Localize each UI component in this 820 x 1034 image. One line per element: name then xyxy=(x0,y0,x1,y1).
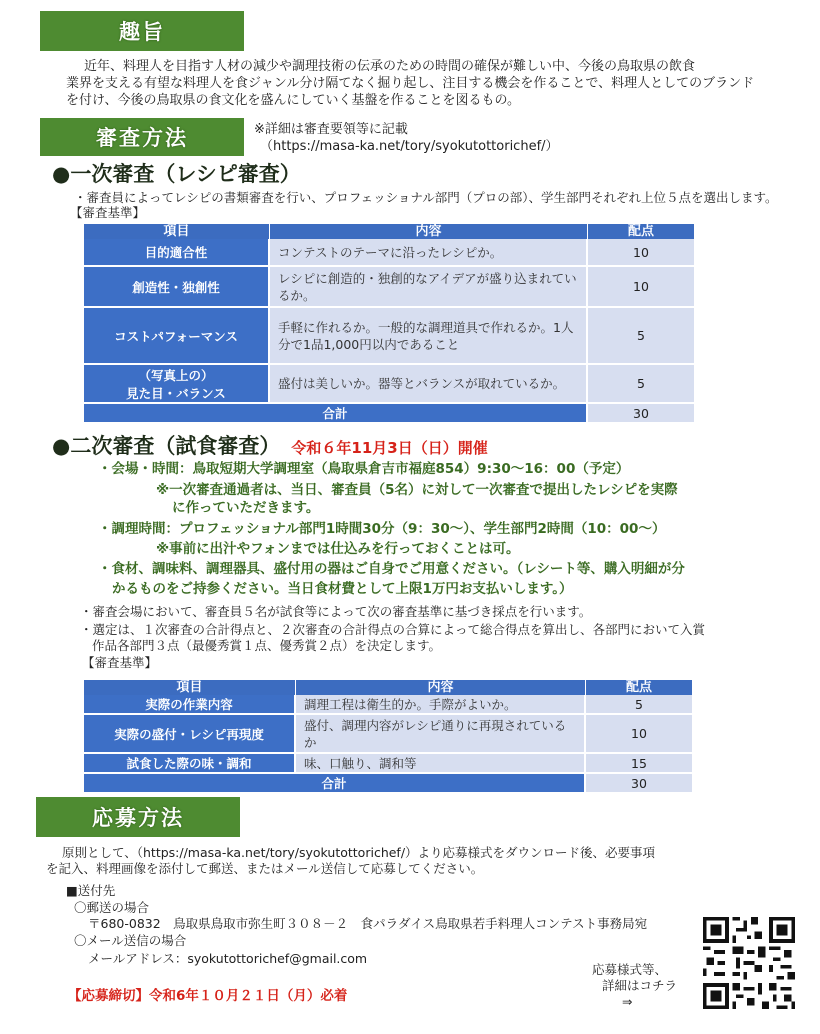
apply-heading-text: 応募方法 xyxy=(92,806,184,830)
first-review-desc: ・審査員によってレシピの書類審査を行い、プロフェッショナル部門（プロの部）、学生部門それぞれ上位５点を選出します。 xyxy=(74,190,778,205)
header-item: 項目 xyxy=(84,680,296,695)
email-address: メールアドレス：syokutottorichef@gmail.com xyxy=(88,951,368,966)
apply-line: を記入、料理画像を添付して郵送、またはメール送信して応募してください。 xyxy=(46,861,484,876)
row-item-line: 見た目・バランス xyxy=(126,385,226,401)
row-score: 10 xyxy=(586,715,692,754)
row-content: 手軽に作れるか。一般的な調理道具で作れるか。1人分で1品1,000円以内であること xyxy=(270,308,588,365)
table-row xyxy=(84,239,694,267)
purpose-heading xyxy=(40,11,244,51)
header-item: 項目 xyxy=(84,224,270,239)
second-venue-note: に作っていただきます。 xyxy=(172,500,320,516)
purpose-body xyxy=(66,58,786,109)
table-header-row xyxy=(84,224,694,239)
table-total-row xyxy=(84,404,694,422)
table-row xyxy=(84,695,692,715)
purpose-heading-text: 趣旨 xyxy=(119,20,165,44)
review-heading xyxy=(40,118,244,156)
table-header-row xyxy=(84,680,692,695)
second-bullet: ・審査会場において、審査員５名が試食等によって次の審査基準に基づき採点を行います。 xyxy=(80,604,592,619)
apply-heading xyxy=(36,797,240,837)
apply-body xyxy=(46,845,766,877)
review-note-url: （https://masa-ka.net/tory/syokutottorichef/） xyxy=(260,139,559,154)
table-row xyxy=(84,308,694,365)
purpose-line: 業界を支える有望な料理人を食ジャンル分け隔てなく掘り起し、注目する機会を作ることで、料理人としてのブランド xyxy=(66,76,755,91)
purpose-line: を付け、今後の鳥取県の食文化を盛んにしていく基盤を作ることを図るもの。 xyxy=(66,93,520,108)
row-item xyxy=(84,365,270,404)
row-content: 盛付は美しいか。器等とバランスが取れているか。 xyxy=(270,365,588,404)
row-content: コンテストのテーマに沿ったレシピか。 xyxy=(270,239,588,267)
second-bullet: 作品各部門３点（最優秀賞１点、優秀賞２点）を決定します。 xyxy=(92,638,442,653)
second-review-date: 令和６年11月3日（日）開催 xyxy=(291,439,488,457)
row-score: 15 xyxy=(586,754,692,774)
row-content: 盛付、調理内容がレシピ通りに再現されているか xyxy=(296,715,586,754)
second-criteria-label: 【審査基準】 xyxy=(82,655,158,670)
row-content: 調理工程は衛生的か。手際がよいか。 xyxy=(296,695,586,715)
table-row xyxy=(84,365,694,404)
first-criteria-label: 【審査基準】 xyxy=(70,205,146,220)
first-review-title: ●一次審査（レシピ審査） xyxy=(52,162,301,186)
header-content: 内容 xyxy=(296,680,586,695)
row-content: レシピに創造的・独創的なアイデアが盛り込まれているか。 xyxy=(270,267,588,308)
mail-address: 〒680-0832 鳥取県鳥取市弥生町３０８－２ 食パラダイス鳥取県若手料理人コンテスト事務局宛 xyxy=(88,916,648,931)
row-item: 実際の作業内容 xyxy=(84,695,296,715)
second-cook-time-note: ※事前に出汁やフォンまでは仕込みを行っておくことは可。 xyxy=(156,541,520,557)
purpose-line: 近年、料理人を目指す人材の減少や調理技術の伝承のための時間の確保が難しい中、今後の鳥取県の飲食 xyxy=(84,59,696,74)
row-content: 味、口触り、調和等 xyxy=(296,754,586,774)
table-total-row xyxy=(84,774,692,792)
row-item: 創造性・独創性 xyxy=(84,267,270,308)
second-review-heading xyxy=(52,430,488,460)
row-item-line: （写真上の） xyxy=(138,367,214,383)
second-venue-note: ※一次審査通過者は、当日、審査員（5名）に対して一次審査で提出したレシピを実際 xyxy=(156,482,678,498)
header-content: 内容 xyxy=(270,224,588,239)
review-note xyxy=(254,121,654,155)
table-row xyxy=(84,754,692,774)
second-cook-time: ・調理時間：プロフェッショナル部門1時間30分（9：30～）、学生部門2時間（10：00～） xyxy=(98,521,666,537)
qr-note-line: 詳細はコチラ xyxy=(602,978,678,993)
row-item: 実際の盛付・レシピ再現度 xyxy=(84,715,296,754)
row-item: 試食した際の味・調和 xyxy=(84,754,296,774)
table-row xyxy=(84,267,694,308)
total-value: 30 xyxy=(588,404,694,422)
deadline: 【応募締切】令和6年１０月２１日（月）必着 xyxy=(68,988,348,1004)
row-score: 10 xyxy=(588,239,694,267)
second-criteria-table xyxy=(84,680,692,792)
qr-note xyxy=(592,962,692,1010)
second-ingredients: かるものをご持参ください。当日食材費として上限1万円お支払いします。） xyxy=(112,581,573,597)
total-value: 30 xyxy=(586,774,692,792)
qr-arrow: ⇒ xyxy=(622,994,633,1009)
second-venue: ・会場・時間：鳥取短期大学調理室（鳥取県倉吉市福庭854）9:30～16：00（予定） xyxy=(98,461,630,477)
table-row xyxy=(84,715,692,754)
second-bullet: ・選定は、１次審査の合計得点と、２次審査の合計得点の合算によって総合得点を算出し、各部門において入賞 xyxy=(80,622,706,637)
row-score: 5 xyxy=(588,308,694,365)
first-criteria-table xyxy=(84,224,694,422)
row-item: 目的適合性 xyxy=(84,239,270,267)
total-label: 合計 xyxy=(84,774,586,792)
review-heading-text: 審査方法 xyxy=(96,126,188,150)
row-score: 5 xyxy=(588,365,694,404)
email-label: 〇メール送信の場合 xyxy=(74,933,187,948)
row-score: 5 xyxy=(586,695,692,715)
mail-label: 〇郵送の場合 xyxy=(74,900,150,915)
row-score: 10 xyxy=(588,267,694,308)
apply-line: 原則として、（https://masa-ka.net/tory/syokutottorichef/）より応募様式をダウンロード後、必要事項 xyxy=(62,845,656,860)
qr-code-icon[interactable] xyxy=(703,916,795,1010)
row-item: コストパフォーマンス xyxy=(84,308,270,365)
review-note-line: ※詳細は審査要領等に記載 xyxy=(254,122,408,137)
second-review-title: ●二次審査（試食審査） xyxy=(52,434,281,458)
second-ingredients: ・食材、調味料、調理器具、盛付用の器はご自身でご用意ください。（レシート等、購入明細が分 xyxy=(98,561,685,577)
dest-label: ■送付先 xyxy=(66,883,116,898)
header-score: 配点 xyxy=(588,224,694,239)
total-label: 合計 xyxy=(84,404,588,422)
header-score: 配点 xyxy=(586,680,692,695)
qr-note-line: 応募様式等、 xyxy=(592,962,668,977)
